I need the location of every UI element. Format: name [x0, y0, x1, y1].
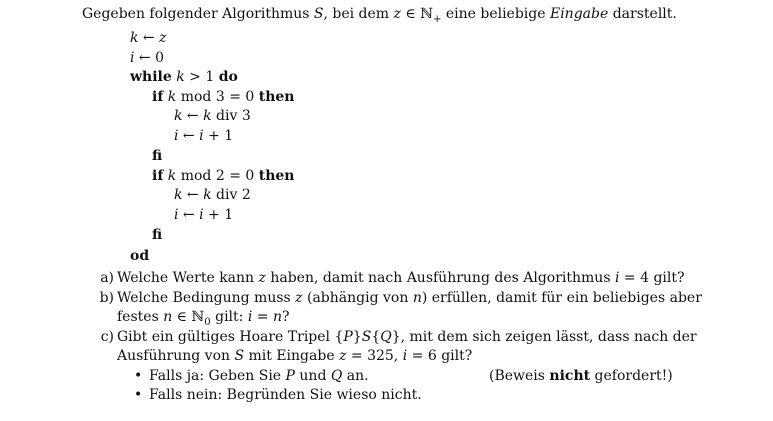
question-a-text: Welche Werte kann z haben, damit nach Ausführung des Algorithmus i = 4 gilt? [117, 270, 685, 286]
question-b-text-2: festes n ∈ ℕ$_0$ gilt: i = n? [117, 309, 290, 328]
intro-text: Gegeben folgender Algorithmus S, bei dem z ∈ ℕ$_+$ eine beliebige Eingabe darstellt. [82, 6, 677, 25]
question-b-text-1: Welche Bedingung muss z (abhängig von n) erfüllen, damit für ein beliebiges aber [117, 290, 702, 306]
algo-line-6: i ← i + 1 [174, 128, 234, 144]
algo-line-3: while k > 1 do [130, 69, 238, 85]
algo-line-8: if k mod 2 = 0 then [152, 168, 295, 184]
algo-line-7: fi [152, 148, 163, 164]
algo-line-1: k ← z [130, 30, 167, 46]
question-c-text-1: Gibt ein gültiges Hoare Tripel {P}S{Q}, mit dem sich zeigen lässt, dass nach der [117, 329, 697, 345]
algo-line-9: k ← k div 2 [174, 187, 251, 203]
bullet-yes-marker: • [134, 368, 143, 384]
bullet-no-text: Falls nein: Begründen Sie wieso nicht. [149, 387, 422, 403]
bullet-yes-text: Falls ja: Geben Sie P und Q an. [149, 368, 369, 384]
algo-line-4: if k mod 3 = 0 then [152, 89, 295, 105]
proof-not-required-note: (Beweis nicht gefordert!) [489, 368, 673, 384]
question-b-label: b) [99, 290, 114, 306]
bullet-no-marker: • [134, 387, 143, 403]
question-a-label: a) [100, 270, 114, 286]
question-c-text-2: Ausführung von S mit Eingabe z = 325, i = 6 gilt? [117, 348, 473, 364]
algo-line-10: i ← i + 1 [174, 207, 234, 223]
question-c-label: c) [100, 329, 114, 345]
algo-line-11: fi [152, 227, 163, 243]
algo-line-5: k ← k div 3 [174, 108, 251, 124]
algo-line-12: od [130, 248, 150, 264]
algo-line-2: i ← 0 [130, 50, 165, 66]
